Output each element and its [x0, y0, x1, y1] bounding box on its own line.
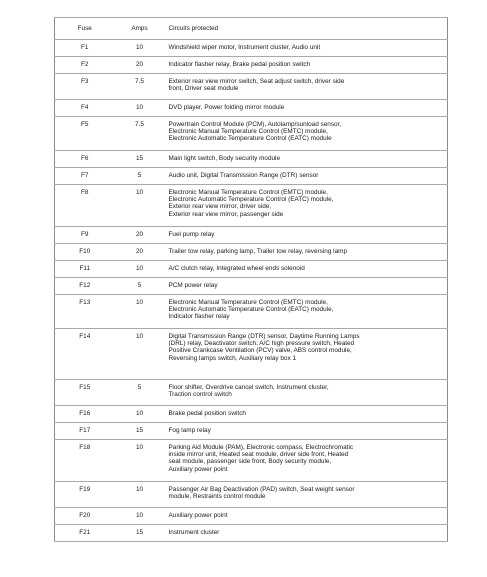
cell-amps: 10: [115, 440, 165, 482]
circuit-line: Exterior rear view mirror, passenger side: [168, 210, 284, 218]
cell-fuse: F3: [55, 74, 115, 100]
table-row: [55, 74, 448, 100]
table-row: [55, 168, 448, 185]
cell-amps: 7.5: [115, 117, 165, 151]
cell-amps: 10: [115, 100, 165, 117]
cell-fuse: F10: [55, 244, 115, 261]
cell-circuits: [165, 482, 448, 508]
header-amps: Amps: [115, 18, 165, 40]
cell-amps: 10: [115, 40, 165, 57]
cell-circuits: [165, 278, 448, 295]
cell-amps: 5: [115, 380, 165, 406]
cell-fuse: F18: [55, 440, 115, 482]
cell-amps: 10: [115, 185, 165, 227]
circuit-line: Fuel pump relay: [168, 231, 215, 238]
table-row: [55, 151, 448, 168]
table-row: [55, 100, 448, 117]
cell-amps: 10: [115, 508, 165, 525]
circuit-line: Fog lamp relay: [168, 427, 211, 434]
circuit-line: Powertrain Control Module (PCM), Autolamp/sunload sensor,: [168, 121, 342, 128]
cell-amps: 20: [115, 244, 165, 261]
table-row: [55, 227, 448, 244]
cell-fuse: F13: [55, 295, 115, 329]
cell-circuits: [165, 117, 448, 151]
cell-circuits: [165, 151, 448, 168]
table-header: [55, 18, 448, 40]
circuit-line: Electronic Automatic Temperature Control (EATC) module: [168, 135, 332, 143]
circuit-line: Exterior rear view mirror, driver side,: [168, 203, 272, 211]
cell-amps: 10: [115, 482, 165, 508]
cell-fuse: F11: [55, 261, 115, 278]
table-row: [55, 295, 448, 329]
cell-amps: 20: [115, 57, 165, 74]
cell-circuits: [165, 244, 448, 261]
circuit-line: Trailer tow relay, parking lamp, Trailer tow relay, reversing lamp: [168, 248, 348, 255]
table-row: [55, 40, 448, 57]
cell-fuse: F21: [55, 525, 115, 542]
circuit-line: front, Driver seat module: [168, 85, 239, 93]
cell-fuse: F19: [55, 482, 115, 508]
cell-fuse: F20: [55, 508, 115, 525]
table-row: [55, 423, 448, 440]
cell-fuse: F7: [55, 168, 115, 185]
circuit-line: Indicator flasher relay, Brake pedal position switch: [168, 61, 311, 68]
circuit-line: Auxiliary power point: [168, 512, 228, 519]
circuit-line: (DRL) relay, Deactivator switch, A/C high pressure switch, Heated: [168, 340, 355, 348]
table-row: [55, 525, 448, 542]
cell-fuse: F1: [55, 40, 115, 57]
cell-circuits: [165, 406, 448, 423]
cell-amps: 15: [115, 151, 165, 168]
cell-amps: 5: [115, 278, 165, 295]
circuit-line: Parking Aid Module (PAM), Electronic compass, Electrochromatic: [168, 444, 354, 451]
cell-amps: 7.5: [115, 74, 165, 100]
circuit-line: Indicator flasher relay: [168, 313, 230, 321]
circuit-line: Audio unit, Digital Transmission Range (DTR) sensor: [168, 172, 319, 179]
table-row: [55, 278, 448, 295]
cell-circuits: [165, 423, 448, 440]
table-body: [55, 40, 448, 542]
table-row: [55, 380, 448, 406]
table-row: [55, 57, 448, 74]
cell-fuse: F15: [55, 380, 115, 406]
cell-fuse: F5: [55, 117, 115, 151]
circuit-line: Instrument cluster: [168, 529, 220, 536]
cell-circuits: [165, 74, 448, 100]
cell-fuse: F16: [55, 406, 115, 423]
cell-circuits: [165, 295, 448, 329]
circuit-line: Floor shifter, Overdrive cancel switch, Instrument cluster,: [168, 384, 329, 391]
cell-fuse: F14: [55, 329, 115, 380]
circuit-line: DVD player, Power folding mirror module: [168, 104, 285, 111]
circuit-line: Reversing lamps switch, Auxiliary relay box 1: [168, 354, 297, 362]
table-row: [55, 440, 448, 482]
cell-circuits: [165, 508, 448, 525]
circuit-line: Passenger Air Bag Deactivation (PAD) switch, Seat weight sensor: [168, 486, 355, 493]
circuit-line: Electronic Automatic Temperature Control (EATC) module,: [168, 196, 334, 204]
cell-amps: 5: [115, 168, 165, 185]
circuit-line: Auxiliary power point: [168, 465, 228, 473]
header-row: [55, 18, 448, 40]
cell-fuse: F8: [55, 185, 115, 227]
circuit-line: inside mirror unit, Heated seat module, driver side front, Heated: [168, 451, 349, 459]
circuit-line: Windshield wiper motor, Instrument cluster, Audio unit: [168, 44, 321, 51]
circuit-line: Main light switch, Body security module: [168, 155, 281, 162]
cell-circuits: [165, 261, 448, 278]
circuit-line: Digital Transmission Range (DTR) sensor, Daytime Running Lamps: [168, 333, 360, 340]
table-row: [55, 406, 448, 423]
cell-fuse: F17: [55, 423, 115, 440]
fuse-table: [54, 17, 448, 542]
cell-circuits: [165, 380, 448, 406]
table-row: [55, 117, 448, 151]
cell-circuits: [165, 168, 448, 185]
cell-circuits: [165, 57, 448, 74]
circuit-line: seat module, passenger side front, Body security module,: [168, 458, 332, 466]
header-circuits: Circuits protected: [165, 18, 448, 40]
cell-amps: 15: [115, 423, 165, 440]
cell-amps: 20: [115, 227, 165, 244]
table-row: [55, 508, 448, 525]
circuit-line: PCM power relay: [168, 282, 218, 289]
circuit-line: module, Restraints control module: [168, 493, 266, 501]
table-row: [55, 244, 448, 261]
cell-fuse: F6: [55, 151, 115, 168]
cell-amps: 10: [115, 295, 165, 329]
cell-amps: 10: [115, 261, 165, 278]
cell-circuits: [165, 440, 448, 482]
cell-circuits: [165, 100, 448, 117]
circuit-line: Exterior rear view mirror switch, Seat adjust switch, driver side: [168, 78, 345, 85]
table-row: [55, 185, 448, 227]
cell-amps: 10: [115, 406, 165, 423]
cell-circuits: [165, 525, 448, 542]
cell-circuits: [165, 329, 448, 380]
cell-amps: 10: [115, 329, 165, 380]
circuit-line: Electronic Automatic Temperature Control (EATC) module,: [168, 306, 334, 314]
circuit-line: Electronic Manual Temperature Control (EMTC) module,: [168, 189, 328, 196]
cell-circuits: [165, 185, 448, 227]
circuit-line: Electronic Manual Temperature Control (EMTC) module,: [168, 299, 328, 306]
header-fuse: Fuse: [55, 18, 115, 40]
circuit-line: A/C clutch relay, Integrated wheel ends solenoid: [168, 265, 305, 272]
circuit-line: Brake pedal position switch: [168, 410, 246, 417]
circuit-line: Electronic Manual Temperature Control (EMTC) module,: [168, 128, 328, 136]
table-row: [55, 329, 448, 380]
cell-fuse: F4: [55, 100, 115, 117]
table-row: [55, 482, 448, 508]
cell-amps: 15: [115, 525, 165, 542]
cell-fuse: F12: [55, 278, 115, 295]
circuit-line: Traction control switch: [168, 391, 232, 399]
cell-circuits: [165, 227, 448, 244]
cell-circuits: [165, 40, 448, 57]
table-row: [55, 261, 448, 278]
cell-fuse: F9: [55, 227, 115, 244]
circuit-line: Positive Crankcase Ventilation (PCV) valve, ABS control module,: [168, 347, 352, 355]
cell-fuse: F2: [55, 57, 115, 74]
